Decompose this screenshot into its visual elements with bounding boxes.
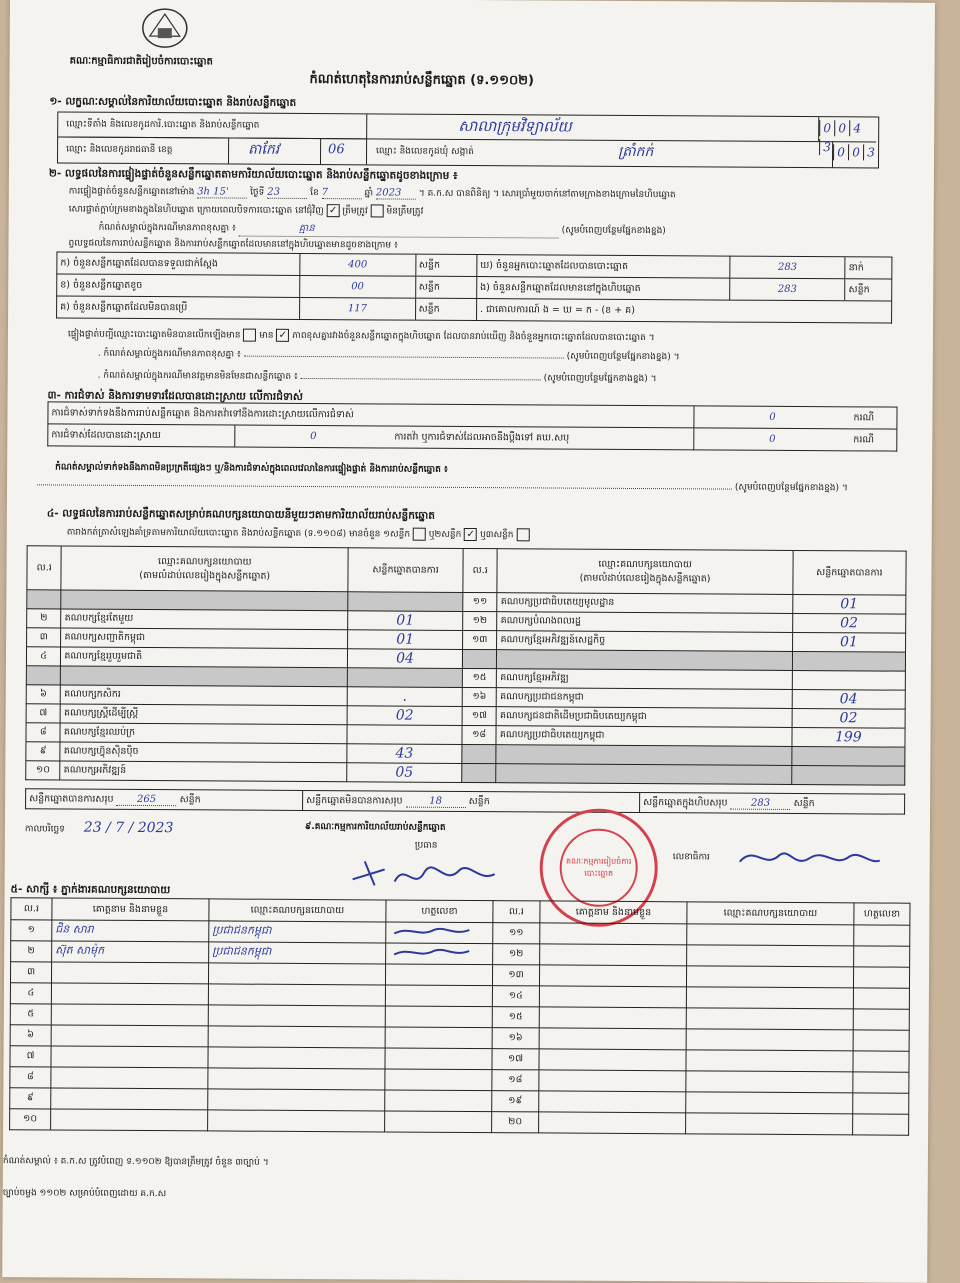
witness-signature-b bbox=[853, 1009, 909, 1030]
totals-table bbox=[25, 788, 905, 814]
witness-name-b bbox=[540, 944, 687, 966]
witness-party-b bbox=[686, 1029, 853, 1051]
col-party-title-b: ឈ្មោះគណបក្សនយោបាយ bbox=[598, 558, 692, 570]
objection-table bbox=[47, 401, 897, 451]
witness-no: ២ bbox=[11, 941, 52, 962]
difference-note-line bbox=[99, 220, 666, 239]
witness-name bbox=[51, 1004, 208, 1026]
witness-no: ៦ bbox=[10, 1025, 51, 1046]
section3-heading: ៣- ការជំទាស់ និងការទាមទារដែលបានដោះស្រាយ លើការជំទាស់ bbox=[47, 389, 303, 403]
w-col-name: គោត្តនាម និងនាមខ្លួន bbox=[52, 898, 209, 921]
count-unit-b: នាក់ bbox=[845, 257, 892, 279]
party-no: ១៦ bbox=[462, 687, 497, 706]
incorrect-checkbox[interactable] bbox=[371, 204, 384, 217]
count-value: 00 bbox=[300, 275, 415, 298]
witness-party bbox=[208, 1068, 385, 1090]
witness-name bbox=[51, 1046, 208, 1068]
count-value: 117 bbox=[300, 297, 415, 320]
difference-note-value: គ្មាន bbox=[239, 221, 559, 239]
difference-note-hint: (សូមបំពេញបន្ថែមផ្នែកខាងខ្នង) bbox=[561, 225, 666, 237]
party-votes: 01 bbox=[348, 630, 463, 650]
witness-signature bbox=[385, 1069, 492, 1091]
col-party-title: ឈ្មោះគណបក្សនយោបាយ bbox=[158, 555, 252, 568]
day-label: ថ្ងៃទី bbox=[250, 187, 265, 198]
count-label: ក) ចំនួនសន្លឹកឆ្នោតដែលបានទទួលជាក់ស្តែង bbox=[57, 252, 300, 275]
count-label-b: ឃ) ចំនួនអ្នកបោះឆ្នោតដែលបានបោះឆ្នោត bbox=[477, 255, 730, 279]
witness-party-b bbox=[686, 1050, 853, 1072]
code-digit: 4 bbox=[849, 120, 864, 136]
formula-note: . ជាគោលការណ៍ ង = ឃ = ក - (ខ + គ) bbox=[476, 299, 891, 324]
sheet-count-text: តារាងកត់ត្រាសំឡេងគាំទ្រតាមការិយាល័យបោះឆ្នោត និងរាប់សន្លឹកឆ្នោត (ទ.១១០៨) មានចំនួន ១សន្លឹក bbox=[66, 527, 411, 540]
chair-signature-icon bbox=[345, 851, 535, 892]
objection-value: 0 bbox=[694, 406, 851, 429]
committee-label: ៩.គណៈកម្មការការិយាល័យរាប់សន្លឹកឆ្នោត bbox=[304, 821, 446, 833]
witness-party-b bbox=[686, 966, 853, 988]
section5-heading: ៥- សាក្សី ៖ ភ្នាក់ងារគណបក្សនយោបាយ bbox=[10, 883, 171, 897]
commune-code bbox=[832, 141, 878, 167]
party-no bbox=[462, 649, 497, 668]
party-name: គណបក្សសញ្ជាតិកម្ពុជា bbox=[61, 628, 348, 649]
yes-label: មាន bbox=[259, 330, 274, 341]
party-name: គណបក្សហ៊្វុនស៊ិនប៉ិច bbox=[60, 742, 347, 763]
seal-text: គណៈកម្មការរៀបចំការបោះឆ្នោត bbox=[559, 829, 637, 907]
witness-party bbox=[208, 1089, 385, 1111]
col-votes-b: សន្លឹកឆ្នោតបានការ bbox=[793, 550, 907, 595]
party-votes: 199 bbox=[792, 727, 905, 747]
witness-no-b: ១៥ bbox=[492, 1007, 539, 1028]
irregularity-line bbox=[37, 477, 902, 495]
note-line-7 bbox=[98, 370, 657, 386]
code-digit: 3 bbox=[863, 144, 878, 160]
witness-no: ៥ bbox=[10, 1004, 51, 1025]
date-label: កាលបរិច្ឆេទ bbox=[24, 824, 65, 835]
note6-label: . កំណត់សម្គាល់ក្នុងករណីមានភាពខុសគ្នា ៖ bbox=[97, 348, 241, 360]
party-name: គណបក្សប្រជាធិបតេយ្យមូលដ្ឋាន bbox=[497, 593, 792, 614]
witness-signature bbox=[385, 1006, 492, 1028]
count-value-b: 283 bbox=[730, 256, 845, 279]
total-box bbox=[640, 793, 905, 815]
witness-no: ៣ bbox=[10, 962, 51, 983]
line1-end: ។ គ.ក.ស បានពិនិត្យ ។ សោរប្រាំមួយចាក់នៅតាមក្រាងខាងក្រោមនៃហិបឆ្នោត bbox=[418, 188, 676, 201]
section4-heading: ៤- លទ្ធផលនៃការរាប់សន្លឹកឆ្នោតសម្រាប់គណបក្សនយោបាយនីមួយៗតាមការិយាល័យរាប់សន្លឹកឆ្នោត bbox=[46, 507, 435, 522]
witness-signature-b bbox=[853, 967, 909, 988]
lock-check-text: សោរផ្ទាត់ក្តាប់ក្រមខាងក្នុងនៃហិបឆ្នោត ក្រោយពេលបិទការបោះឆ្នោត នៅជុំវិញ bbox=[68, 204, 324, 217]
party-no: ៣ bbox=[27, 628, 62, 647]
note7-hint: (សូមបំពេញបន្ថែមផ្នែកខាងខ្នង) ។ bbox=[543, 373, 657, 385]
party-no bbox=[462, 744, 497, 763]
nec-emblem-icon bbox=[140, 6, 190, 50]
chair-label: ប្រធាន bbox=[414, 840, 438, 851]
witness-party-b bbox=[686, 1008, 853, 1030]
total-valid bbox=[26, 789, 303, 811]
party-name: គណបក្សខ្មែរអភិវឌ្ឍន៍សេដ្ឋកិច្ច bbox=[497, 631, 792, 652]
party-votes bbox=[348, 592, 463, 612]
w-col-sign-b: ហត្ថលេខា bbox=[854, 903, 910, 925]
party-votes: 05 bbox=[347, 763, 462, 783]
witness-party bbox=[208, 1005, 385, 1027]
difference-note-label: កំណត់សម្គាល់ក្នុងករណីមានភាពខុសគ្នា ៖ bbox=[98, 222, 236, 234]
witness-signature-b bbox=[853, 1030, 909, 1051]
party-no bbox=[26, 666, 61, 685]
sheet2-checkbox[interactable]: ✓ bbox=[464, 528, 477, 541]
party-name bbox=[496, 764, 791, 785]
party-votes: 01 bbox=[792, 632, 905, 652]
count-label: ខ) ចំនួនសន្លឹកឆ្នោតខូច bbox=[57, 274, 300, 297]
witness-signature bbox=[385, 964, 492, 986]
province-value: តាកែវ bbox=[248, 141, 280, 158]
location-value: សាលាក្រុមវិទ្យាល័យ bbox=[458, 116, 572, 136]
code-digit: 3 bbox=[819, 139, 834, 155]
code-digit: 0 bbox=[834, 120, 849, 136]
sheet3-checkbox[interactable] bbox=[516, 528, 529, 541]
party-no: ៦ bbox=[26, 685, 61, 704]
day-value: 23 bbox=[267, 187, 307, 199]
witness-no-b: ១៩ bbox=[492, 1091, 539, 1112]
party-no bbox=[27, 590, 62, 609]
w-col-party-b: ឈ្មោះគណបក្សនយោបាយ bbox=[687, 902, 854, 925]
count-value-b: 283 bbox=[730, 278, 845, 301]
appeal-unit: ករណី bbox=[850, 429, 897, 451]
witness-no-b: ១៦ bbox=[492, 1028, 539, 1049]
w-col-party: ឈ្មោះគណបក្សនយោបាយ bbox=[209, 899, 386, 922]
party-votes: 01 bbox=[792, 594, 905, 614]
witness-no-b: ១១ bbox=[493, 923, 540, 944]
discrepancy-text: ផ្ទៀងផ្ទាត់បញ្ជីឈ្មោះបោះឆ្នោតមិនបានលើកឡើងមាន bbox=[67, 329, 241, 341]
sheet2-label: ឬ២សន្លឹក bbox=[428, 529, 462, 540]
witness-no: ១ bbox=[11, 920, 52, 941]
witness-party-b bbox=[686, 987, 853, 1009]
party-no: ១៥ bbox=[462, 668, 497, 687]
section2-heading: ២- លទ្ធផលនៃការផ្ទៀងផ្ទាត់ចំនួនសន្លឹកឆ្នោតតាមការិយាល័យបោះឆ្នោត និងរាប់សន្លឹកឆ្នោតដូចខាងក្រោម ៖ bbox=[48, 167, 458, 182]
witness-name bbox=[51, 1109, 208, 1131]
note-line-6 bbox=[98, 348, 680, 365]
col-party-sub: (តាមលំដាប់លេខរៀងក្នុងសន្លឹកឆ្នោត) bbox=[139, 569, 271, 582]
witness-name: ស៊ុត សាម៉ុក bbox=[52, 941, 209, 963]
sheet1-checkbox[interactable] bbox=[413, 528, 426, 541]
count-row bbox=[57, 296, 892, 323]
irregularity-hint: (សូមបំពេញបន្ថែមផ្នែកខាងខ្នង) ។ bbox=[734, 482, 848, 494]
witness-party: ប្រជាជនកម្ពុជា bbox=[209, 942, 386, 964]
witness-name-b bbox=[539, 1049, 686, 1071]
witness-party-b bbox=[687, 924, 854, 946]
year-value: 2023 bbox=[376, 187, 416, 199]
witness-no: ៩ bbox=[10, 1088, 51, 1109]
total-box-label: សន្លឹកឆ្នោតក្នុងហិបសរុប bbox=[643, 796, 728, 809]
party-votes: 04 bbox=[348, 649, 463, 669]
discrepancy-line bbox=[68, 328, 655, 346]
witness-party: ប្រជាជនកម្ពុជា bbox=[209, 921, 386, 943]
col-party-sub-b: (តាមលំដាប់លេខរៀងក្នុងសន្លឹកឆ្នោត) bbox=[579, 572, 711, 584]
total-valid-unit: សន្លឹក bbox=[179, 793, 201, 805]
witness-no: ១០ bbox=[10, 1109, 51, 1130]
time-label: ការផ្ទៀងផ្ទាត់ចំនួនសន្លឹកឆ្នោតនៅម៉ោង bbox=[68, 186, 195, 198]
code-digit: 0 bbox=[819, 120, 834, 136]
party-results-table bbox=[25, 545, 906, 785]
party-votes: 02 bbox=[792, 708, 905, 728]
col-no-b: ល.រ bbox=[463, 548, 498, 592]
witness-party-b bbox=[686, 1092, 853, 1114]
sheet3-label: ឬ៣សន្លឹក bbox=[480, 530, 514, 541]
party-no: ១០ bbox=[26, 761, 61, 780]
witness-signature bbox=[385, 1027, 492, 1049]
witness-name-b bbox=[539, 1070, 686, 1092]
location-code bbox=[818, 117, 878, 155]
witness-row bbox=[10, 1109, 909, 1135]
witness-signature-b bbox=[854, 925, 910, 946]
org-title: គណៈកម្មាធិការជាតិរៀបចំការបោះឆ្នោត bbox=[69, 55, 213, 68]
w-col-no: ល.រ bbox=[11, 898, 52, 920]
col-party-b bbox=[497, 549, 793, 595]
party-no: ២ bbox=[27, 609, 62, 628]
sheet-count-line bbox=[67, 526, 530, 543]
footer-note-2: ច្បាប់ចម្លង ១១០២ សម្រាប់បំពេញដោយ គ.ក.ស bbox=[2, 1188, 167, 1200]
year-label: ឆ្នាំ bbox=[364, 188, 374, 199]
witness-party bbox=[208, 1047, 385, 1069]
witness-name bbox=[51, 983, 208, 1005]
month-value: 7 bbox=[322, 187, 362, 199]
party-votes: 04 bbox=[792, 689, 905, 709]
witness-party bbox=[208, 984, 385, 1006]
witness-no: ៤ bbox=[10, 983, 51, 1004]
count-label-b: ង) ចំនួនសន្លឹកឆ្នោតដែលមាននៅក្នុងហិបឆ្នោត bbox=[477, 277, 730, 301]
witness-signature-icon bbox=[389, 944, 479, 961]
witness-signature-b bbox=[853, 1114, 909, 1135]
witness-name bbox=[51, 1067, 208, 1089]
party-votes bbox=[347, 668, 462, 688]
witness-name-b bbox=[540, 923, 687, 945]
witness-no-b: ១៨ bbox=[492, 1070, 539, 1091]
form-title: កំណត់ហេតុនៃការរាប់សន្លឹកឆ្នោត (ទ.១១០២) bbox=[309, 72, 535, 89]
appeal-value: 0 bbox=[694, 428, 851, 451]
note6-hint: (សូមបំពេញបន្ថែមផ្នែកខាងខ្នង) ។ bbox=[566, 351, 680, 363]
witness-name-b bbox=[539, 1028, 686, 1050]
witness-party bbox=[208, 963, 385, 985]
party-name: គណបក្សអភិវឌ្ឍន៍ bbox=[60, 761, 347, 782]
witness-name-b bbox=[539, 1091, 686, 1113]
count-unit: សន្លឹក bbox=[415, 254, 477, 276]
witness-signature bbox=[385, 985, 492, 1007]
count-unit: សន្លឹក bbox=[415, 276, 477, 298]
col-no: ល.រ bbox=[27, 546, 62, 590]
count-unit-b: សន្លឹក bbox=[845, 279, 892, 301]
count-table bbox=[56, 251, 892, 323]
count-value: 400 bbox=[300, 253, 415, 276]
count-label: គ) ចំនួនសន្លឹកឆ្នោតដែលមិនបានប្រើ bbox=[57, 296, 300, 319]
date-value: 23 / 7 / 2023 bbox=[83, 819, 174, 837]
section1-box bbox=[57, 111, 879, 168]
party-table-header bbox=[27, 546, 906, 595]
lock-check-line bbox=[69, 203, 424, 219]
witness-name-b bbox=[539, 986, 686, 1008]
witness-no-b: ១៣ bbox=[492, 965, 539, 986]
party-name bbox=[497, 650, 792, 671]
correct-label: ត្រឹមត្រូវ bbox=[342, 206, 368, 217]
party-name: គណបក្សជនជាតិដើមប្រជាធិបតេយ្យកម្ពុជា bbox=[496, 707, 791, 728]
party-no: ១៧ bbox=[462, 706, 497, 725]
witness-name bbox=[51, 1088, 208, 1110]
witness-name bbox=[51, 1025, 208, 1047]
witness-signature-icon bbox=[389, 923, 479, 940]
party-votes: 43 bbox=[347, 744, 462, 764]
witness-signature-b bbox=[853, 1093, 909, 1114]
witness-party-b bbox=[686, 1071, 853, 1093]
witness-name-b bbox=[539, 1112, 686, 1134]
resolved-value: 0 bbox=[235, 425, 392, 448]
total-invalid-label: សន្លឹកឆ្នោតមិនបានការសរុប bbox=[306, 794, 403, 807]
party-votes bbox=[792, 651, 905, 671]
witness-party-b bbox=[686, 1113, 853, 1135]
party-no: ១៨ bbox=[462, 725, 497, 744]
w-col-sign: ហត្ថលេខា bbox=[386, 900, 493, 923]
party-no: ៧ bbox=[26, 704, 61, 723]
date-line bbox=[25, 819, 174, 837]
witness-signature bbox=[386, 943, 493, 965]
party-name: គណបក្សខ្មែរឈប់ក្រ bbox=[60, 723, 347, 744]
ballot-count-form bbox=[2, 0, 935, 1283]
witness-no-b: ១៧ bbox=[492, 1049, 539, 1070]
party-name: គណបក្សខ្មែររួបរួមជាតិ bbox=[61, 647, 348, 668]
party-name bbox=[61, 590, 348, 611]
witness-signature-b bbox=[853, 1051, 909, 1072]
secretary-label: លេខាធិការ bbox=[672, 852, 710, 863]
location-label: ឈ្មោះទីតាំង និងលេខកូដការិ.បោះឆ្នោត និងរាប់សន្លឹកឆ្នោត bbox=[66, 119, 260, 131]
yes-checkbox[interactable] bbox=[243, 329, 256, 342]
party-name bbox=[496, 745, 791, 766]
no-checkbox[interactable]: ✓ bbox=[276, 329, 289, 342]
witness-no-b: ២០ bbox=[492, 1112, 539, 1133]
party-name: គណបក្សប្រជាជនកម្ពុជា bbox=[497, 688, 792, 709]
witness-signature bbox=[386, 922, 493, 944]
party-no: ៨ bbox=[26, 723, 61, 742]
witness-no: ៧ bbox=[10, 1046, 51, 1067]
party-no: ១២ bbox=[463, 611, 498, 630]
resolved-label: ការជំទាស់ដែលបានដោះស្រាយ bbox=[48, 424, 235, 447]
party-name bbox=[61, 666, 348, 687]
time-value: 3h 15' bbox=[197, 186, 247, 198]
party-name: គណបក្សស្ត្រីដើម្បីស្ត្រី bbox=[60, 704, 347, 725]
code-digit: 0 bbox=[848, 144, 863, 160]
note7-label: . កំណត់សម្គាល់ក្នុងករណីមានវត្តមានមិនមែនជាសន្លឹកឆ្នោត ៖ bbox=[97, 370, 298, 382]
witness-signature-b bbox=[854, 946, 910, 967]
party-name: គណបក្សខ្មែរតែមួយ bbox=[61, 609, 348, 630]
party-votes bbox=[791, 765, 904, 785]
total-valid-label: សន្លឹកឆ្នោតបានការសរុប bbox=[29, 792, 114, 805]
witness-name bbox=[51, 962, 208, 984]
objection-label: ការជំទាស់ទាក់ទងនឹងការរាប់សន្លឹកឆ្នោត និងការតវ៉ាទៅនឹងការដោះស្រាយលើការជំទាស់ bbox=[48, 402, 694, 428]
witness-table bbox=[9, 897, 910, 1135]
count-intro: ព្ធលទ្ធផលនៃការរាប់សន្លឹកឆ្នោត និងការរាប់សន្លឹកឆ្នោតដែលមាននៅក្នុងហិបឆ្នោតមានដូចខាងក្រោម ៖ bbox=[68, 238, 398, 251]
appeal-label: ការតវ៉ា ឬការជំទាស់ដែលអាចនឹងប្តឹងទៅ គឃ.សបុ bbox=[391, 426, 694, 450]
party-no: ១៣ bbox=[463, 630, 498, 649]
party-no bbox=[462, 763, 497, 782]
commune-label: ឈ្មោះ និងលេខកូដឃុំ សង្កាត់ bbox=[376, 146, 474, 158]
witness-signature-b bbox=[853, 988, 909, 1009]
witness-party-b bbox=[687, 945, 854, 967]
witness-name-b bbox=[539, 965, 686, 987]
party-votes bbox=[347, 725, 462, 745]
party-votes: 02 bbox=[792, 613, 905, 633]
objection-unit: ករណី bbox=[850, 407, 897, 429]
witness-signature bbox=[385, 1048, 492, 1070]
party-votes bbox=[792, 746, 905, 766]
col-party bbox=[61, 546, 348, 592]
witness-signature bbox=[385, 1090, 492, 1112]
verification-time-line bbox=[69, 186, 909, 204]
irregularity-note: កំណត់សម្គាល់ទាក់ទងនឹងភាពមិនប្រក្រតីផ្សេងៗ ឬ/និងការជំទាស់ក្នុងពេលវេលានៃការផ្ទៀងផ្ទាត់ និងការរាប់សន្លឹកឆ្នោត ៖ bbox=[55, 462, 448, 475]
witness-party bbox=[208, 1026, 385, 1048]
party-name: គណបក្សកសិករ bbox=[61, 685, 348, 706]
correct-checkbox[interactable]: ✓ bbox=[327, 204, 340, 217]
province-code: 06 bbox=[328, 142, 345, 158]
witness-name: ជិន សារា bbox=[52, 920, 209, 942]
party-votes: . bbox=[347, 687, 462, 707]
col-votes: សន្លឹកឆ្នោតបានការ bbox=[348, 548, 463, 593]
party-name: គណបក្សបំណងពលរដ្ឋ bbox=[497, 612, 792, 633]
witness-no-b: ១២ bbox=[493, 944, 540, 965]
witness-party bbox=[208, 1110, 385, 1132]
total-invalid-value: 18 bbox=[406, 795, 466, 807]
party-name: គណបក្សប្រជាធិបតេយ្យកម្ពុជា bbox=[496, 726, 791, 747]
code-digit: 0 bbox=[833, 144, 848, 160]
discrepancy-end: ភាពខុសគ្នារវាងចំនួនសន្លឹកឆ្នោតក្នុងហិបឆ្នោត ដែលបានរាប់ឃើញ និងចំនួនអ្នកបោះឆ្នោតដែលបានបោះឆ្នោត ។ bbox=[292, 330, 655, 344]
province-label: ឈ្មោះ និងលេខកូដរាជធានី ខេត្ត bbox=[66, 144, 173, 156]
party-votes: 02 bbox=[347, 706, 462, 726]
party-row bbox=[26, 761, 905, 785]
secretary-signature-icon bbox=[735, 840, 885, 875]
witness-signature-b bbox=[853, 1072, 909, 1093]
party-no: ៩ bbox=[26, 742, 61, 761]
count-unit: សន្លឹក bbox=[415, 298, 477, 320]
witness-no: ៨ bbox=[10, 1067, 51, 1088]
party-no: ៤ bbox=[26, 647, 61, 666]
w-col-name-b: គោត្តនាម និងនាមខ្លួន bbox=[540, 901, 687, 924]
commune-value: ត្រាំកក់ bbox=[618, 143, 654, 161]
section1-heading: ១- លក្ខណៈសម្គាល់នៃការិយាល័យបោះឆ្នោត និងរាប់សន្លឹកឆ្នោត bbox=[49, 95, 297, 109]
party-name: គណបក្សខ្មែរអភិវឌ្ឍ bbox=[497, 669, 792, 690]
party-votes: 01 bbox=[348, 611, 463, 631]
total-box-unit: សន្លឹក bbox=[793, 797, 815, 809]
footer-note: កំណត់សម្គាល់ ៖ គ.ក.ស ត្រូវបំពេញ ទ.១១០២ ឱ្យបានត្រឹមត្រូវ ចំនួន ៣ច្បាប់ ។ bbox=[2, 1156, 269, 1168]
incorrect-label: មិនត្រឹមត្រូវ bbox=[386, 206, 424, 217]
party-votes bbox=[792, 670, 905, 690]
party-no: ១១ bbox=[463, 592, 498, 611]
witness-name-b bbox=[539, 1007, 686, 1029]
total-invalid-unit: សន្លឹក bbox=[468, 795, 490, 807]
w-col-no-b: ល.រ bbox=[493, 901, 540, 923]
witness-no-b: ១៤ bbox=[492, 986, 539, 1007]
month-label: ខែ bbox=[310, 188, 319, 199]
witness-signature bbox=[385, 1111, 492, 1133]
total-valid-value: 265 bbox=[117, 793, 177, 805]
total-box-value: 283 bbox=[731, 797, 791, 809]
